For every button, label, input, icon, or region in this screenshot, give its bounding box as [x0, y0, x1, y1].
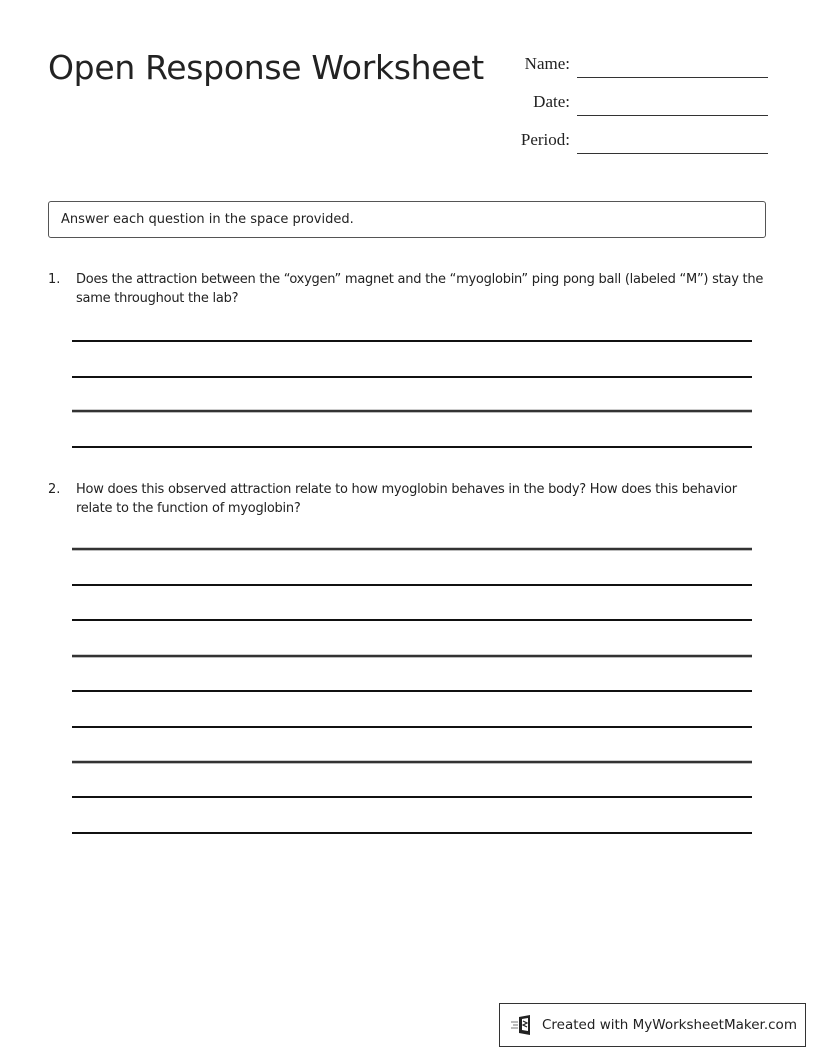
- question-1: [48, 270, 768, 308]
- instructions-box: Answer each question in the space provided.: [48, 201, 766, 238]
- period-label: Period:: [520, 130, 570, 149]
- period-line[interactable]: [577, 153, 768, 154]
- question-text: Does the attraction between the “oxygen” magnet and the “myoglobin” ping pong ball (labeled “M”) stay the same throughout the lab?: [76, 272, 764, 306]
- answer-line-q1-4[interactable]: [72, 446, 752, 448]
- question-2: [48, 480, 768, 518]
- question-number: 2.: [48, 482, 61, 497]
- name-label: Name:: [524, 54, 570, 73]
- created-with-text[interactable]: Created with MyWorksheetMaker.com: [542, 1017, 797, 1033]
- answer-line-q2-2[interactable]: [72, 584, 752, 586]
- page-title: Open Response Worksheet: [48, 48, 484, 87]
- answer-line-q2-3[interactable]: [72, 619, 752, 621]
- date-field[interactable]: [500, 86, 768, 116]
- period-field[interactable]: [500, 124, 768, 154]
- answer-line-q2-6[interactable]: [72, 726, 752, 728]
- name-line[interactable]: [577, 77, 768, 78]
- answer-line-q1-3[interactable]: [72, 410, 752, 412]
- answer-line-q2-7[interactable]: [72, 761, 752, 763]
- answer-line-q1-2[interactable]: [72, 376, 752, 378]
- answer-line-q2-4[interactable]: [72, 655, 752, 657]
- answer-line-q2-5[interactable]: [72, 690, 752, 692]
- answer-line-q2-9[interactable]: [72, 832, 752, 834]
- answer-line-q2-8[interactable]: [72, 796, 752, 798]
- answer-line-q2-1[interactable]: [72, 548, 752, 550]
- date-label: Date:: [533, 92, 570, 111]
- date-line[interactable]: [577, 115, 768, 116]
- name-field[interactable]: [500, 48, 768, 78]
- created-with-badge[interactable]: [499, 1003, 806, 1047]
- question-number: 1.: [48, 272, 61, 287]
- question-text: How does this observed attraction relate to how myoglobin behaves in the body? How does this behavior relate to the function of myoglobin?: [76, 482, 737, 516]
- worksheet-maker-logo-icon: [510, 1014, 536, 1036]
- answer-line-q1-1[interactable]: [72, 340, 752, 342]
